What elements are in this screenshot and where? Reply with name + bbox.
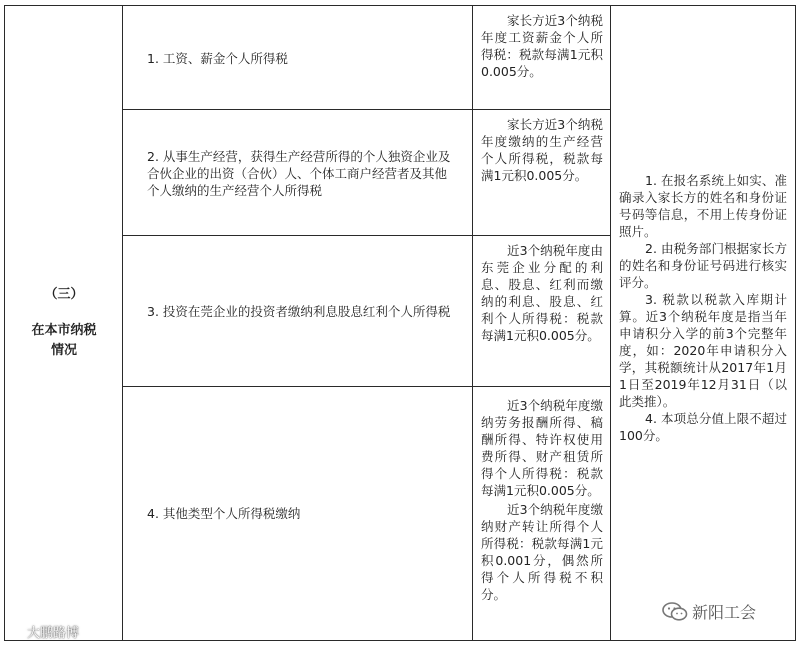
category-title-line2: 情况 (50, 343, 77, 358)
scoring-rule-text: 近3个纳税年度缴纳财产转让所得个人所得税：税款每满1元积0.001分，偶然所得个人所得税不积分。 (481, 502, 603, 602)
scoring-rule-text: 近3个纳税年度由东莞企业分配的利息、股息、红利而缴纳的利息、股息、红利个人所得税：税款每满1元积0.005分。 (481, 243, 603, 343)
note-item-1: 1. 在报名系统上如实、准确录入家长方的姓名和身份证号码等信息，不用上传身份证照片。 (619, 173, 787, 239)
tax-type-cell-3 (122, 235, 474, 388)
tax-type-text: 1. 工资、薪金个人所得税 (147, 50, 288, 66)
watermark-wechat (662, 600, 756, 623)
tax-type-cell-1 (122, 5, 474, 111)
category-cell (4, 5, 124, 641)
watermark-corner (6, 622, 79, 641)
watermark-left-text: 大鹏路博 (27, 626, 80, 641)
scoring-rule-cell-1 (472, 5, 612, 111)
notes-cell (610, 5, 796, 641)
tax-type-cell-4 (122, 386, 474, 641)
tax-type-text: 3. 投资在莞企业的投资者缴纳利息股息红利个人所得税 (147, 304, 451, 319)
scoring-rule-text: 近3个纳税年度缴纳劳务报酬所得、稿酬所得、特许权使用费所得、财产租赁所得个人所得税：税款每满1元积0.005分。 (481, 398, 603, 498)
note-item-4: 4. 本项总分值上限不超过100分。 (619, 411, 787, 443)
note-item-2: 2. 由税务部门根据家长方的姓名和身份证号码进行核实评分。 (619, 241, 787, 290)
watermark-right-text: 新阳工会 (692, 603, 757, 622)
scoring-rule-text: 家长方近3个纳税年度缴纳的生产经营个人所得税，税款每满1元积0.005分。 (481, 117, 603, 183)
weibo-icon (6, 624, 24, 640)
tax-type-text: 4. 其他类型个人所得税缴纳 (147, 506, 301, 521)
scoring-rule-text: 家长方近3个纳税年度工资薪金个人所得税：税款每满1元积0.005分。 (481, 13, 603, 79)
category-title-line1: 在本市纳税 (31, 323, 97, 338)
tax-type-cell-2 (122, 109, 474, 237)
note-item-3: 3. 税款以税款入库期计算。近3个纳税年度是指当年申请积分入学的前3个完整年度，如：2020年申请积分入学，其税额统计从2017年1月1日至2019年12月31日（以此类推）。 (619, 292, 787, 409)
category-number: （三） (44, 287, 84, 302)
wechat-icon (662, 602, 688, 622)
tax-type-text: 2. 从事生产经营，获得生产经营所得的个人独资企业及合伙企业的出资（合伙）人、个体工商户经营者及其他个人缴纳的生产经营个人所得税 (147, 148, 451, 198)
scoring-rule-cell-2 (472, 109, 612, 237)
scoring-rule-cell-3 (472, 235, 612, 388)
scoring-rule-cell-4 (472, 386, 612, 641)
